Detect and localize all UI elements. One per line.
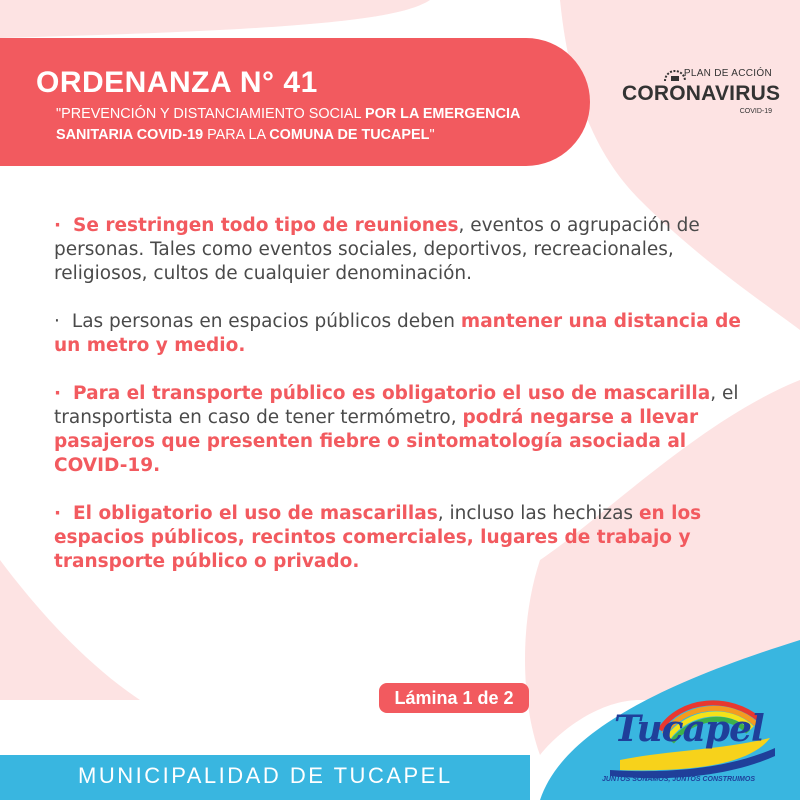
tucapel-logo — [600, 690, 780, 790]
item-text: Las personas en espacios públicos deben — [71, 311, 461, 332]
subtitle-part: PARA LA — [203, 127, 270, 143]
subtitle-part: "PREVENCIÓN Y DISTANCIAMIENTO SOCIAL — [56, 106, 365, 122]
bullet-icon: · — [54, 503, 62, 524]
coronavirus-plan-logo — [618, 68, 781, 118]
item-text: , incluso las hechizas — [437, 503, 639, 524]
government-emblem-icon — [664, 70, 686, 82]
footer-municipality-name: MUNICIPALIDAD DE TUCAPEL — [78, 763, 453, 788]
header-band — [0, 38, 590, 166]
item-text: Para el transporte público es obligatorio el uso de mascarilla — [73, 383, 711, 404]
bullet-icon: · — [54, 311, 60, 332]
page-title: ORDENANZA N° 41 — [36, 66, 318, 99]
item-text: , eventos o agrupación de personas. Tales como eventos sociales, deportivos, recreacionales, religiosos, cultos de cualquier denominación. — [54, 215, 700, 284]
page-indicator-badge: Lámina 1 de 2 — [379, 683, 529, 713]
item-text: podrá negarse a llevar pasajeros que presenten fiebre o sintomatología asociada al COVID-19. — [54, 407, 699, 476]
item-text: en los espacios públicos, recintos comerciales, lugares de trabajo y transporte público o privado. — [54, 503, 702, 572]
item-text: El obligatorio el uso de mascarillas — [73, 503, 438, 524]
tucapel-logo-tagline: JUNTOS SOÑAMOS, JUNTOS CONSTRUIMOS — [602, 776, 755, 783]
item-text: , el transportista en caso de tener termómetro, — [54, 383, 739, 428]
list-item — [54, 502, 754, 574]
ordinance-content — [54, 214, 754, 598]
bullet-icon: · — [54, 215, 62, 236]
coronavirus-logo-top-text: PLAN DE ACCIÓN — [683, 68, 772, 79]
list-item — [54, 214, 754, 286]
subtitle-part: POR LA EMERGENCIA SANITARIA COVID-19 — [56, 106, 520, 143]
subtitle-part: COMUNA DE TUCAPEL — [269, 127, 430, 143]
pink-blob-top-left — [0, 0, 430, 38]
list-item — [54, 310, 754, 358]
coronavirus-logo-sub-text: COVID-19 — [739, 108, 772, 115]
coronavirus-logo-main-text: CORONAVIRUS — [622, 82, 781, 105]
tucapel-logo-word: Tucapel — [614, 708, 764, 750]
subtitle-part: " — [429, 127, 435, 143]
bullet-icon: · — [54, 383, 62, 404]
page-subtitle — [56, 104, 586, 146]
item-text: mantener una distancia de un metro y medio. — [54, 311, 741, 356]
item-text: Se restringen todo tipo de reuniones — [73, 215, 459, 236]
list-item — [54, 382, 754, 478]
